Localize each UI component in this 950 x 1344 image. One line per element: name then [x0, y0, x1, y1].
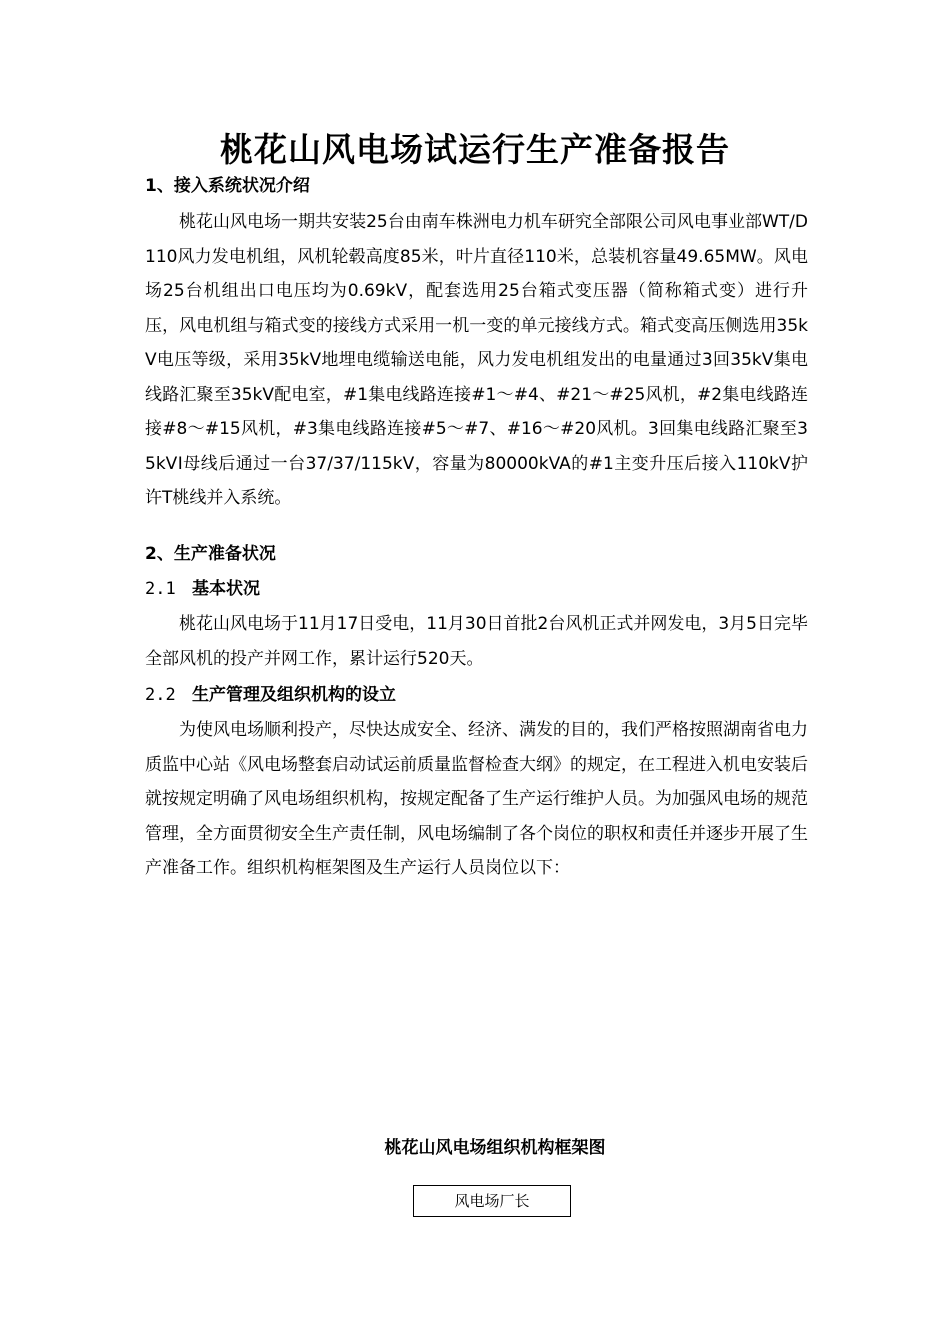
org-chart-node-director: 风电场厂长 — [413, 1185, 571, 1217]
subsection-2-1-heading — [145, 577, 260, 601]
subsection-2-2-title: 生产管理及组织机构的设立 — [192, 685, 396, 705]
section-1-heading: 1、接入系统状况介绍 — [145, 176, 310, 196]
org-chart-title: 桃花山风电场组织机构框架图 — [384, 1138, 606, 1158]
subsection-2-2-paragraph: 为使风电场顺利投产，尽快达成安全、经济、满发的目的，我们严格按照湖南省电力质监中心站《风电场整套启动试运前质量监督检查大纲》的规定，在工程进入机电安装后就按规定明确了风电场组织机构，按规定配备了生产运行维护人员。为加强风电场的规范管理，全方面贯彻安全生产责任制，风电场编制了各个岗位的职权和责任并逐步开展了生产准备工作。组织机构框架图及生产运行人员岗位以下： — [145, 720, 808, 878]
subsection-2-1-title: 基本状况 — [192, 579, 260, 599]
section-2-heading: 2、生产准备状况 — [145, 544, 276, 564]
subsection-2-1-paragraph: 桃花山风电场于11月17日受电，11月30日首批2台风机正式并网发电，3月5日完毕全部风机的投产并网工作，累计运行520天。 — [145, 614, 808, 669]
subsection-2-2-heading — [145, 683, 396, 707]
section-1-paragraph: 桃花山风电场一期共安装25台由南车株洲电力机车研究全部限公司风电事业部WT/D110风力发电机组，风机轮毂高度85米，叶片直径110米，总装机容量49.65MW。风电场25台机组出口电压均为0.69kV，配套选用25台箱式变压器（简称箱式变）进行升压，风电机组与箱式变的接线方式采用一机一变的单元接线方式。箱式变高压侧选用35kV电压等级，采用35kV地埋电缆输送电能，风力发电机组发出的电量通过3回35kV集电线路汇聚至35kV配电室，#1集电线路连接#1～#4、#21～#25风机，#2集电线路连接#8～#15风机，#3集电线路连接#5～#7、#16～#20风机。3回集电线路汇聚至35kVⅠ母线后通过一台37/37/115kV，容量为80000kVA的#1主变升压后接入110kV护许T桃线并入系统。 — [145, 212, 808, 508]
subsection-2-1-number: 2.1 — [145, 579, 176, 599]
document-title: 桃花山风电场试运行生产准备报告 — [220, 130, 730, 169]
subsection-2-2-number: 2.2 — [145, 685, 176, 705]
